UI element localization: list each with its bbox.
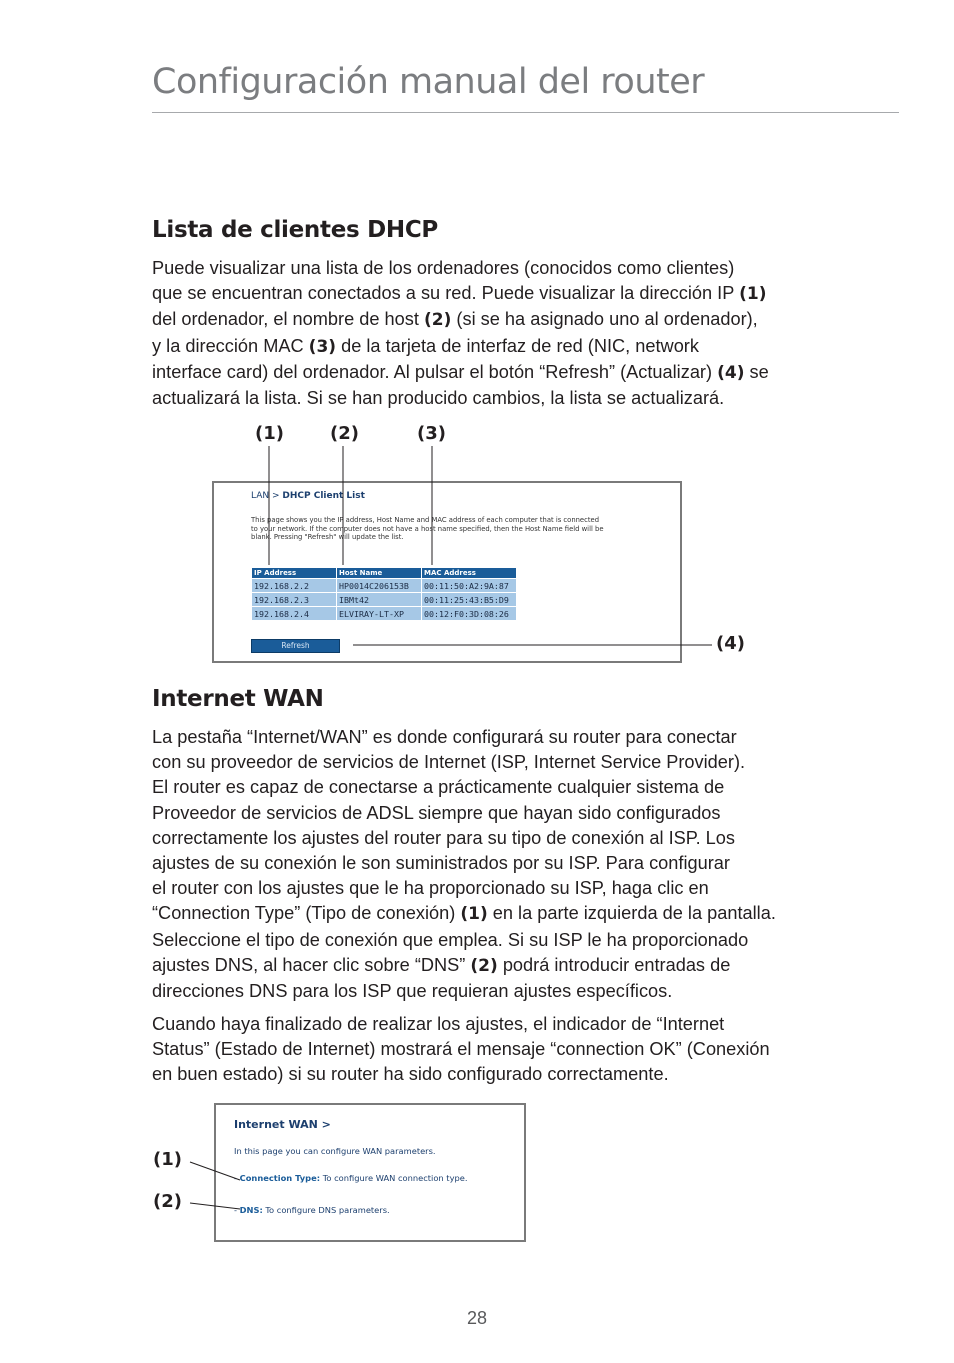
mac-cell: 00:11:50:A2:9A:87: [422, 579, 516, 592]
table-row: [252, 579, 516, 592]
paragraph-line: [152, 1037, 770, 1062]
paragraph-text: del ordenador, el nombre de host: [152, 309, 424, 330]
paragraph-text: y la dirección MAC: [152, 335, 309, 356]
page-number: 28: [466, 1308, 488, 1328]
paragraph-line: [152, 334, 769, 360]
page-title: Configuración manual del router: [152, 62, 705, 102]
paragraph-line: [152, 1012, 770, 1037]
paragraph-line: [152, 901, 776, 927]
paragraph-text: La pestaña “Internet/WAN” es donde configurará su router para conectar: [152, 727, 737, 747]
callout-2-dns: (2): [153, 1191, 182, 1212]
breadcrumb: [251, 491, 365, 501]
breadcrumb-prefix: LAN >: [251, 491, 283, 501]
paragraph-text: se: [744, 361, 769, 382]
dns-link-text: To configure DNS parameters.: [262, 1205, 390, 1215]
callout-1-connection-type: (1): [153, 1149, 182, 1170]
callout-3-mac: (3): [417, 423, 446, 444]
dhcp-client-table: [251, 567, 517, 621]
paragraph-text: ajustes de su conexión le son suministrados por su ISP. Para configurar: [152, 853, 730, 874]
paragraph-line: [152, 256, 769, 281]
paragraph-line: [152, 307, 769, 333]
internet-wan-screenshot: [214, 1103, 526, 1242]
paragraph-text: Seleccione el tipo de conexión que emplea. Si su ISP le ha proporcionado: [152, 929, 749, 950]
paragraph-text: Cuando haya finalizado de realizar los ajustes, el indicador de “Internet: [152, 1014, 725, 1034]
connection-type-link[interactable]: - Connection Type: To configure WAN connection type.: [234, 1173, 468, 1183]
paragraph-text: el router con los ajustes que le ha proporcionado su ISP, haga clic en: [152, 878, 709, 899]
dns-link[interactable]: - DNS: To configure DNS parameters.: [234, 1205, 390, 1215]
paragraph-text: “Connection Type” (Tipo de conexión): [152, 903, 461, 924]
wan-section-heading: Internet WAN: [152, 686, 324, 712]
paragraph-line: [152, 360, 769, 386]
dhcp-client-list-screenshot: [212, 481, 682, 663]
reference-marker: (4): [717, 362, 745, 383]
callout-4-refresh: (4): [716, 633, 745, 654]
title-divider: [152, 112, 899, 113]
host-cell: HP0014C206153B: [337, 579, 421, 592]
connection-type-link-name[interactable]: Connection Type:: [239, 1173, 321, 1183]
dhcp-section-heading: Lista de clientes DHCP: [152, 217, 438, 243]
wan-screen-title: Internet WAN >: [234, 1118, 331, 1131]
paragraph-line: [152, 775, 776, 800]
table-row: [252, 607, 516, 620]
host-cell: IBMt42: [337, 593, 421, 606]
mac-cell: 00:12:F0:3D:08:26: [422, 607, 516, 620]
paragraph-line: [152, 953, 776, 979]
paragraph-text: Status” (Estado de Internet) mostrará el mensaje “connection OK” (Conexión: [152, 1039, 770, 1060]
ip-cell: 192.168.2.2: [252, 579, 336, 592]
description-line: This page shows you the IP address, Host Name and MAC address of each computer that is connected: [251, 516, 600, 524]
paragraph-text: Proveedor de servicios de ADSL siempre que hayan sido configurados: [152, 802, 721, 823]
wan-paragraph-1: [152, 725, 776, 1004]
table-row: [252, 593, 516, 606]
description-line: to your network. If the computer does not have a host name specified, then the Host Name field will be: [251, 524, 604, 533]
paragraph-line: [152, 1062, 770, 1087]
paragraph-line: [152, 725, 776, 750]
reference-marker: (1): [460, 904, 488, 925]
paragraph-line: [152, 801, 776, 826]
column-mac-address: MAC Address: [422, 568, 516, 578]
reference-marker: (1): [739, 284, 767, 305]
callout-1-ip: (1): [255, 423, 284, 444]
breadcrumb-page: DHCP Client List: [282, 491, 365, 501]
paragraph-line: [152, 876, 776, 901]
paragraph-text: actualizará la lista. Si se han producido cambios, la lista se actualizará.: [152, 388, 725, 409]
paragraph-line: [152, 750, 776, 775]
paragraph-line: [152, 826, 776, 851]
paragraph-text: de la tarjeta de interfaz de red (NIC, network: [336, 335, 699, 356]
dns-link-name[interactable]: DNS:: [239, 1205, 263, 1215]
paragraph-text: direcciones DNS para los ISP que requieran ajustes específicos.: [152, 981, 673, 1002]
wan-intro: In this page you can configure WAN parameters.: [234, 1146, 436, 1156]
ip-cell: 192.168.2.3: [252, 593, 336, 606]
paragraph-line: [152, 928, 776, 953]
callout-2-host: (2): [330, 423, 359, 444]
ip-cell: 192.168.2.4: [252, 607, 336, 620]
paragraph-line: [152, 281, 769, 307]
paragraph-text: interface card) del ordenador. Al pulsar el botón “Refresh” (Actualizar): [152, 361, 718, 382]
mac-cell: 00:11:25:43:B5:D9: [422, 593, 516, 606]
paragraph-text: (si se ha asignado uno al ordenador),: [451, 309, 758, 330]
wan-paragraph-2: [152, 1012, 770, 1088]
dhcp-paragraph: [152, 256, 769, 411]
column-host-name: Host Name: [337, 568, 421, 578]
reference-marker: (3): [308, 336, 337, 357]
paragraph-line: [152, 386, 769, 411]
paragraph-text: que se encuentran conectados a su red. Puede visualizar la dirección IP: [152, 283, 740, 304]
dhcp-description: [251, 516, 671, 542]
paragraph-line: [152, 851, 776, 876]
connection-type-link-text: To configure WAN connection type.: [320, 1173, 468, 1183]
column-ip-address: IP Address: [252, 568, 336, 578]
paragraph-text: Puede visualizar una lista de los ordenadores (conocidos como clientes): [152, 258, 735, 278]
reference-marker: (2): [424, 310, 452, 331]
paragraph-text: en la parte izquierda de la pantalla.: [487, 903, 776, 924]
host-cell: ELVIRAY-LT-XP: [337, 607, 421, 620]
paragraph-line: [152, 979, 776, 1004]
paragraph-text: en buen estado) si su router ha sido configurado correctamente.: [152, 1064, 669, 1085]
refresh-button[interactable]: Refresh: [251, 639, 340, 653]
paragraph-text: podrá introducir entradas de: [497, 954, 731, 975]
paragraph-text: El router es capaz de conectarse a prácticamente cualquier sistema de: [152, 777, 725, 798]
table-header-row: [252, 568, 516, 578]
paragraph-text: ajustes DNS, al hacer clic sobre “DNS”: [152, 954, 471, 975]
reference-marker: (2): [470, 955, 498, 976]
paragraph-text: correctamente los ajustes del router para su tipo de conexión al ISP. Los: [152, 827, 736, 848]
description-line: blank. Pressing "Refresh" will update the list.: [251, 533, 404, 541]
paragraph-text: con su proveedor de servicios de Internet (ISP, Internet Service Provider).: [152, 752, 746, 773]
